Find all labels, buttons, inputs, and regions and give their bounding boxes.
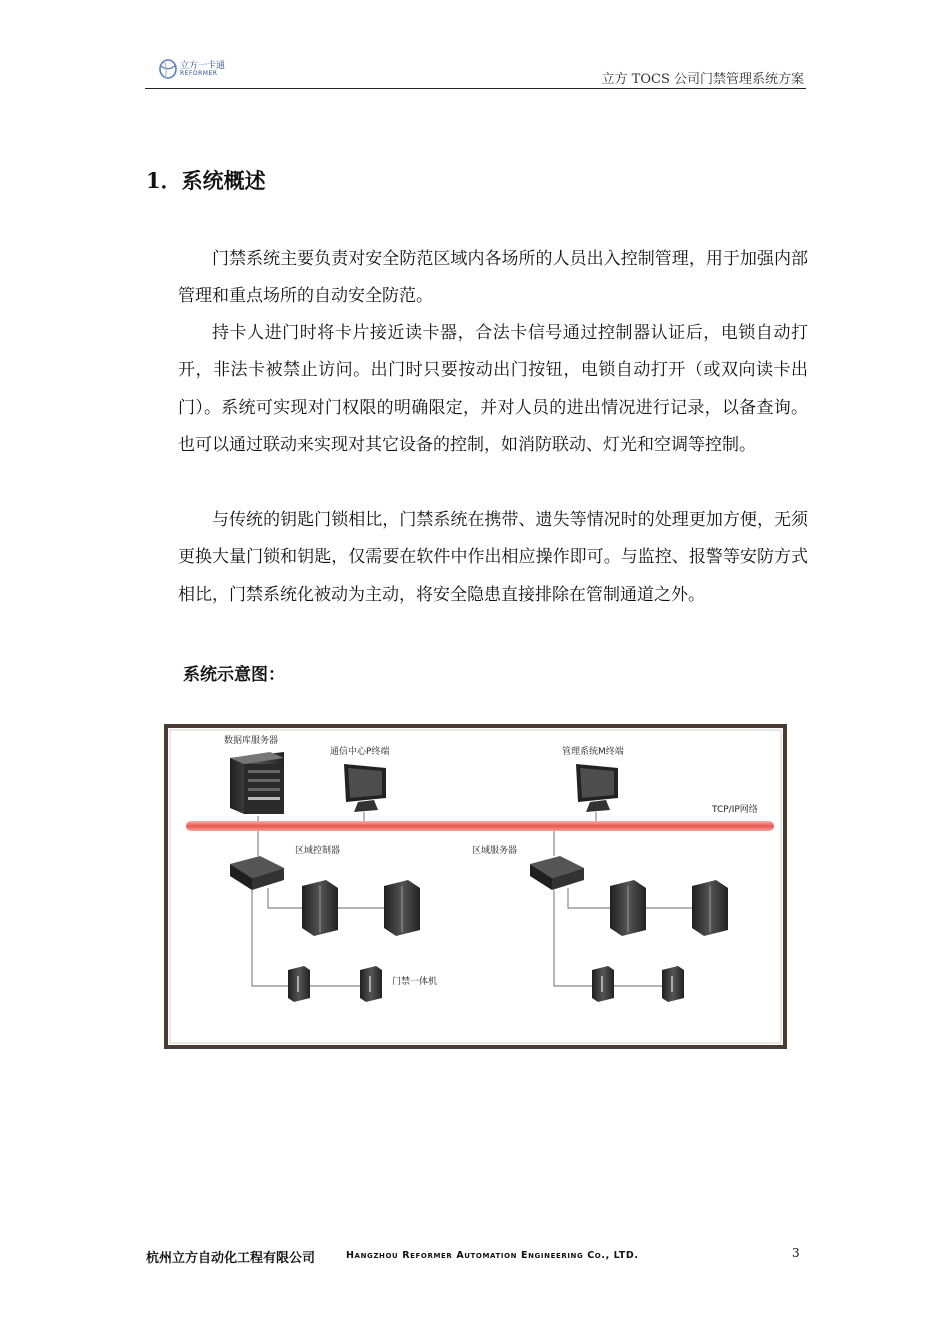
document-header-title: 立方 TOCS 公司门禁管理系统方案 [601,72,804,87]
company-logo [158,56,228,84]
label-network: TCP/IP网络 [712,805,758,815]
section-heading: 1．系统概述 [146,168,266,193]
door-access-unit-icon [288,966,310,1002]
label-area-server: 区域服务器 [472,846,518,856]
paragraph-3 [178,502,808,614]
logo-text-en: REFORMER [180,70,218,77]
label-mgmt-system: 管理系统M终端 [562,747,624,757]
header-divider [145,88,806,89]
door-access-unit-icon [662,966,684,1002]
footer-company-en: Hangzhou Reformer Automation Engineering Co., LTD. [346,1250,639,1261]
door-access-unit-icon [592,966,614,1002]
paragraph-2 [178,315,808,464]
footer-company-cn: 杭州立方自动化工程有限公司 [146,1251,316,1266]
system-diagram-svg [164,724,787,1049]
globe-logo-icon [158,56,180,84]
label-door-unit: 门禁一体机 [392,977,438,987]
controller-cabinet-icon [692,880,728,936]
controller-cabinet-icon [610,880,646,936]
paragraph-text: 与传统的钥匙门锁相比，门禁系统在携带、遗失等情况时的处理更加方便，无须更换大量门锁和钥匙，仅需要在软件中作出相应操作即可。与监控、报警等安防方式相比，门禁系统化被动为主动，将安全隐患直接排除在管制通道之外。 [178,510,808,605]
paragraph-text: 持卡人进门时将卡片接近读卡器，合法卡信号通过控制器认证后，电锁自动打开，非法卡被禁止访问。出门时只要按动出门按钮，电锁自动打开（或双向读卡出门）。系统可实现对门权限的明确限定，并对人员的进出情况进行记录，以备查询。也可以通过联动来实现对其它设备的控制，如消防联动、灯光和空调等控制。 [178,323,808,455]
label-db-server: 数据库服务器 [224,736,279,746]
label-area-controller: 区域控制器 [295,846,341,856]
logo-text-cn: 立方一卡通 [180,61,226,71]
tcp-ip-network-bus [186,821,774,831]
database-server-icon [230,752,284,814]
diagram-heading: 系统示意图： [183,665,285,685]
label-comm-center: 通信中心P终端 [330,747,390,757]
door-access-unit-icon [360,966,382,1002]
page-number: 3 [792,1246,800,1260]
system-diagram [164,724,787,1049]
paragraph-1 [178,241,808,316]
controller-cabinet-icon [384,880,420,936]
paragraph-text: 门禁系统主要负责对安全防范区域内各场所的人员出入控制管理，用于加强内部管理和重点场所的自动安全防范。 [178,249,808,307]
controller-cabinet-icon [302,880,338,936]
